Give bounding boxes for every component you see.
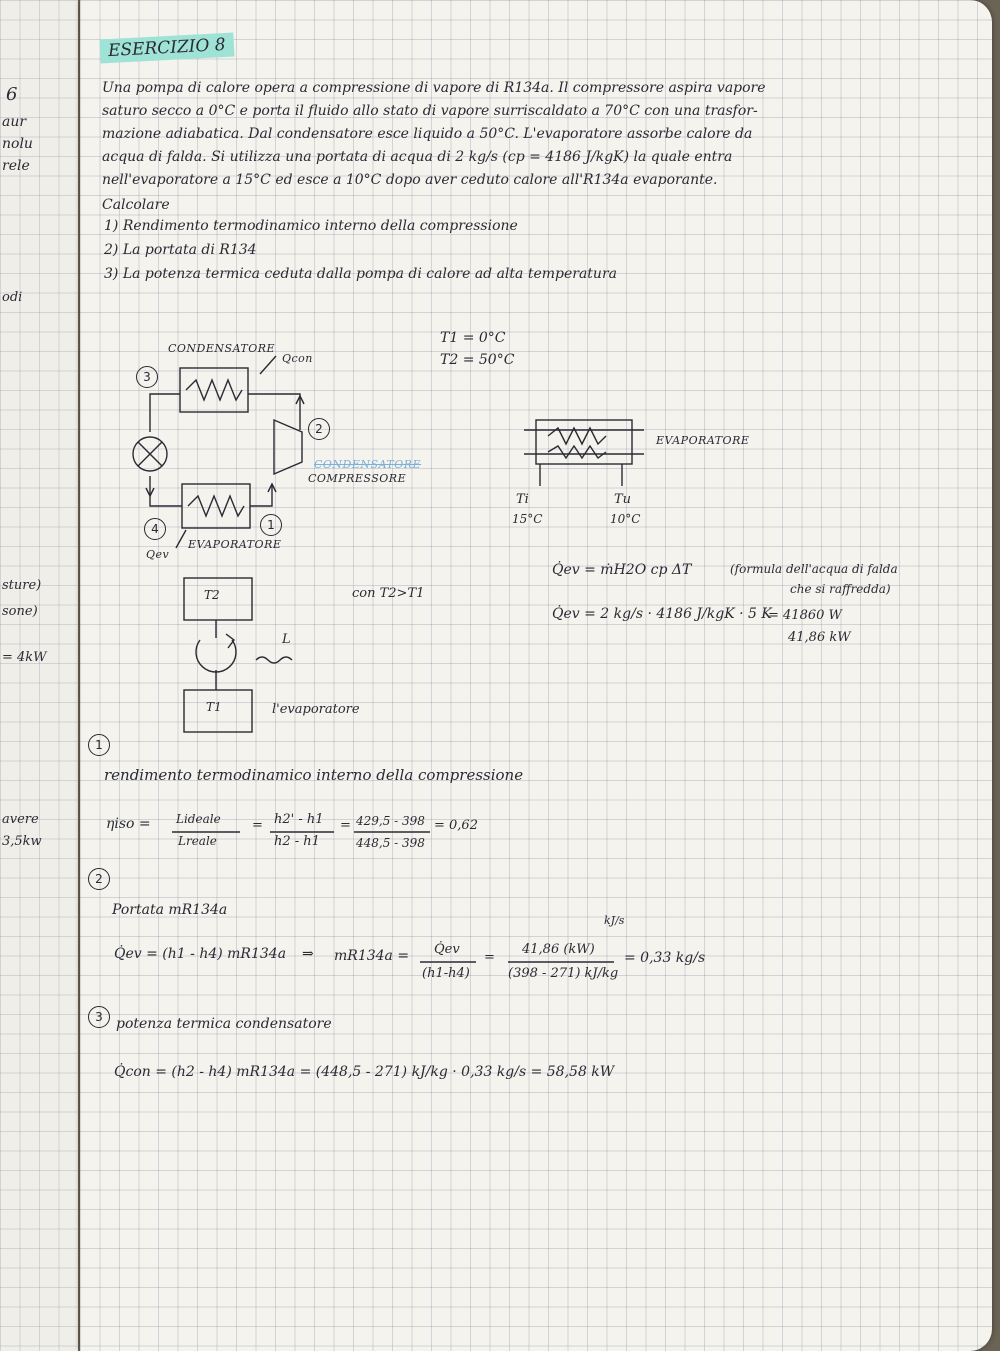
part-2-heading: Portata mR134a bbox=[112, 902, 228, 918]
work-label: L bbox=[282, 632, 291, 647]
state-1-marker: 1 bbox=[260, 514, 282, 536]
margin-text: 3,5kw bbox=[2, 834, 42, 849]
question-item: 1) Rendimento termodinamico interno della compressione bbox=[104, 218, 518, 234]
fraction-numerator: Q̇ev bbox=[434, 942, 460, 957]
value-numerator: 429,5 - 398 bbox=[356, 814, 425, 828]
value-numerator: 41,86 (kW) bbox=[522, 942, 595, 957]
part-3-marker: 3 bbox=[88, 1006, 110, 1028]
problem-line: acqua di falda. Si utilizza una portata di acqua di 2 kg/s (cp = 4186 J/kgK) la quale entra bbox=[102, 149, 733, 165]
qev-label: Qev bbox=[146, 548, 170, 561]
margin-text: = 4kW bbox=[2, 650, 47, 665]
tout-value: 10°C bbox=[610, 512, 641, 526]
tin-value: 15°C bbox=[512, 512, 543, 526]
unit-annotation: kJ/s bbox=[604, 914, 625, 927]
fraction-denominator: (h1-h4) bbox=[422, 966, 470, 981]
notebook-page bbox=[80, 0, 992, 1351]
implies-symbol: ⇒ bbox=[302, 946, 314, 962]
exercise-title: ESERCIZIO 8 bbox=[99, 33, 234, 64]
qev-result: = 41860 W bbox=[768, 608, 842, 623]
margin-text: sone) bbox=[2, 604, 38, 619]
ratio-denominator: Lreale bbox=[178, 834, 217, 848]
qev-values: Q̇ev = 2 kg/s · 4186 J/kgK · 5 K bbox=[552, 606, 772, 622]
qev-note: che si raffredda) bbox=[790, 582, 891, 596]
tout-label: Tu bbox=[614, 492, 632, 507]
ambient-label: l'evaporatore bbox=[272, 702, 360, 717]
condenser-label: CONDENSATORE bbox=[168, 342, 276, 355]
t2-box-label: T2 bbox=[204, 588, 220, 602]
qev-result-kw: 41,86 kW bbox=[788, 630, 851, 645]
part-3-heading: potenza termica condensatore bbox=[116, 1016, 332, 1032]
part-1-heading: rendimento termodinamico interno della compressione bbox=[104, 766, 524, 784]
evaporator-schematic-label: EVAPORATORE bbox=[656, 434, 750, 447]
margin-text: nolu bbox=[2, 136, 33, 152]
evaporator-label: EVAPORATORE bbox=[188, 538, 282, 551]
problem-line: mazione adiabatica. Dal condensatore esce liquido a 50°C. L'evaporatore assorbe calore da bbox=[102, 126, 753, 142]
part-1-marker: 1 bbox=[88, 734, 110, 756]
margin-text: sture) bbox=[2, 578, 42, 593]
h-numerator: h2' - h1 bbox=[274, 812, 324, 827]
qev-formula: Q̇ev = ṁH2O cp ΔT bbox=[552, 562, 692, 578]
problem-line: Una pompa di calore opera a compressione di vapore di R134a. Il compressore aspira vapore bbox=[102, 80, 766, 96]
question-item: 2) La portata di R134 bbox=[104, 242, 257, 258]
eta-result: = 0,62 bbox=[434, 818, 478, 833]
value-denominator: (398 - 271) kJ/kg bbox=[508, 966, 619, 981]
tin-label: Ti bbox=[516, 492, 529, 507]
qev-note: (formula dell'acqua di falda bbox=[730, 562, 898, 576]
mass-flow-symbol: mR134a = bbox=[334, 948, 410, 964]
t2-value: T2 = 50°C bbox=[440, 352, 515, 368]
state-4-marker: 4 bbox=[144, 518, 166, 540]
state-3-marker: 3 bbox=[136, 366, 158, 388]
margin-text: rele bbox=[2, 158, 30, 174]
t1-box-label: T1 bbox=[206, 700, 222, 714]
margin-text: 6 bbox=[6, 84, 18, 105]
problem-line: Calcolare bbox=[102, 197, 170, 213]
value-denominator: 448,5 - 398 bbox=[356, 836, 425, 850]
energy-balance: Q̇ev = (h1 - h4) mR134a bbox=[114, 946, 287, 962]
condenser-power-equation: Q̇con = (h2 - h4) mR134a = (448,5 - 271) kJ/kg · 0,33 kg/s = 58,58 kW bbox=[114, 1064, 615, 1080]
left-page bbox=[0, 0, 78, 1351]
margin-text: avere bbox=[2, 812, 39, 827]
compressor-label: COMPRESSORE bbox=[308, 472, 407, 485]
problem-line: saturo secco a 0°C e porta il fluido allo stato di vapore surriscaldato a 70°C con una trasfor- bbox=[102, 103, 758, 119]
t2-gt-t1-note: con T2>T1 bbox=[352, 586, 425, 601]
qcon-label: Qcon bbox=[282, 352, 313, 365]
h-denominator: h2 - h1 bbox=[274, 834, 320, 849]
compressor-label-crossed: CONDENSATORE bbox=[314, 458, 422, 471]
margin-text: aur bbox=[2, 114, 27, 130]
margin-text: odi bbox=[2, 290, 23, 305]
mass-flow-result: = 0,33 kg/s bbox=[624, 950, 706, 966]
ratio-numerator: Lideale bbox=[176, 812, 221, 826]
question-item: 3) La potenza termica ceduta dalla pompa di calore ad alta temperatura bbox=[104, 266, 617, 282]
problem-line: nell'evaporatore a 15°C ed esce a 10°C dopo aver ceduto calore all'R134a evaporante. bbox=[102, 172, 718, 188]
t1-value: T1 = 0°C bbox=[440, 330, 506, 346]
eta-symbol: ηiso = bbox=[106, 816, 151, 832]
state-2-marker: 2 bbox=[308, 418, 330, 440]
part-2-marker: 2 bbox=[88, 868, 110, 890]
